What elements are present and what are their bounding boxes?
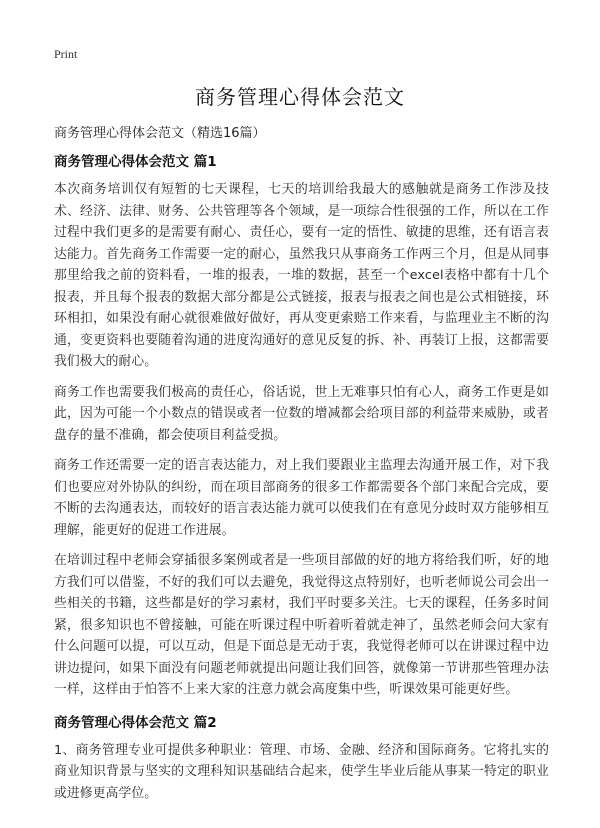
section-heading: 商务管理心得体会范文 篇2 (54, 714, 217, 731)
paragraph: 商务工作还需要一定的语言表达能力，对上我们要跟业主监理去沟通开展工作，对下我们也要应对外协队的纠纷，而在项目部商务的很多工作都需要各个部门来配合完成，要不断的去沟通表达，而较好的语言表达能力就可以使我们在有意见分歧时双方能够相互理解，能更好的促进工作进展。 (54, 458, 549, 538)
section-heading: 商务管理心得体会范文 篇1 (54, 154, 217, 170)
document-subtitle: 商务管理心得体会范文（精选16篇） (54, 126, 266, 141)
page-title: 商务管理心得体会范文 (195, 85, 405, 109)
section-1 (54, 150, 549, 701)
paragraph: 1、商务管理专业可提供多种职业：管理、市场、金融、经济和国际商务。它将扎实的商业知识背景与坚实的文理科知识基础结合起来，使学生毕业后能从事某一特定的职业或进修更高学位。 (54, 742, 549, 801)
print-link[interactable]: Print (54, 47, 78, 61)
document-body (54, 150, 549, 813)
section-2 (54, 711, 549, 805)
paragraph: 本次商务培训仅有短暂的七天课程，七天的培训给我最大的感触就是商务工作涉及技术、经济、法律、财务、公共管理等各个领域，是一项综合性很强的工作，所以在工作过程中我们更多的是需要有耐心、责任心，要有一定的悟性、敏捷的思维，还有语言表达能力。首先商务工作需要一定的耐心，虽然我只从事商务工作两三个月，但是从同事那里给我之前的资料看，一堆的报表，一堆的数据，甚至一个excel表格中都有十几个报表，并且每个报表的数据大部分都是公式链接，报表与报表之间也是公式相链接，环环相扣，如果没有耐心就很难做好做好，再从变更索赔工作来看，与监理业主不断的沟通，变更资料也要随着沟通的进度沟通好的意见反复的拆、补、再装订上报，这都需要我们极大的耐心。 (54, 182, 549, 369)
paragraph: 在培训过程中老师会穿插很多案例或者是一些项目部做的好的地方将给我们听，好的地方我们可以借鉴，不好的我们可以去避免，我觉得这点特别好，也听老师说公司会出一些相关的书籍，这些都是好的学习素材，我们平时要多关注。七天的课程，任务多时间紧，很多知识也不曾接触，可能在听课过程中听着听着就走神了，虽然老师会问大家有什么问题可以提，可以互动，但是下面总是无动于衷，我觉得老师可以在讲课过程中边讲边提问，如果下面没有问题老师就提出问题让我们回答，就像第一节讲那些管理办法一样，这样由于怕答不上来大家的注意力就会高度集中些，听课效果可能更好些。 (54, 553, 549, 697)
paragraph: 商务工作也需要我们极高的责任心，俗话说，世上无难事只怕有心人，商务工作更是如此，因为可能一个小数点的错误或者一位数的增减都会给项目部的利益带来威胁，或者盘存的量不准确，都会使项目利益受损。 (54, 384, 549, 443)
